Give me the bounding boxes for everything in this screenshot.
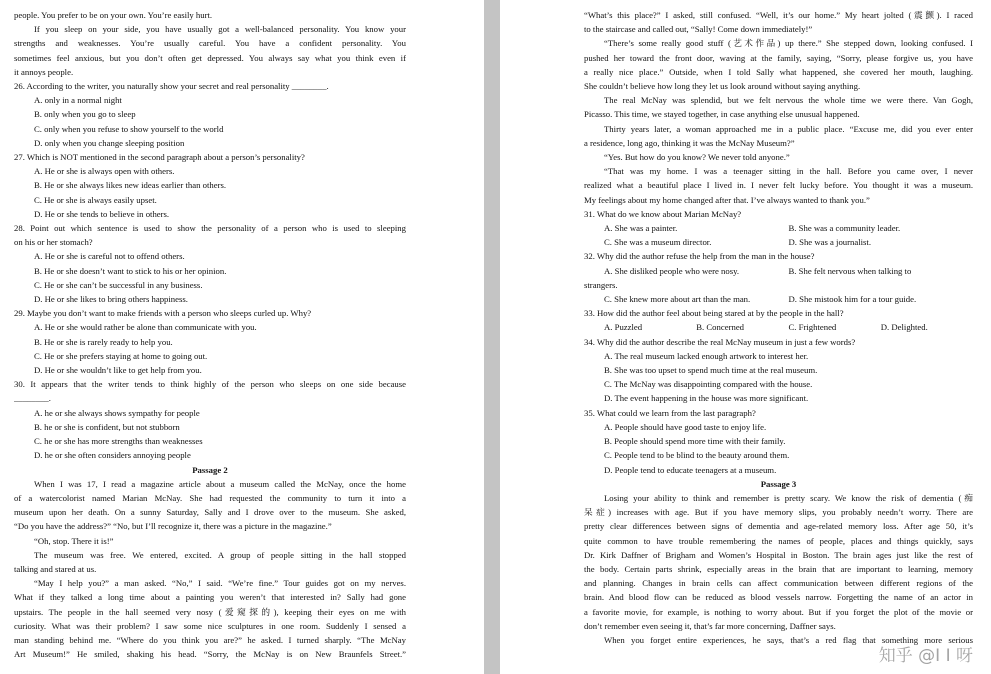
text-line: 29. Maybe you don’t want to make friends with a person who sleeps curled up. Why?: [14, 308, 312, 319]
text-line: pushed her toward the front door, waving at the family, saying, “Sorry, please forgive us, you have: [584, 52, 973, 63]
text-line: Picasso. This time, we stayed together, in case anything else unusual happened.: [584, 109, 860, 120]
text-line: “May I help you?” a man asked. “No,” I said. “We’re fine.” Tour guides got on my nerves.: [34, 578, 406, 589]
text-line: strangers.: [584, 279, 618, 290]
text-line: “Yes. But how do you know? We never told anyone.”: [604, 152, 790, 163]
text-line: She couldn’t believe how long they let us look around without saying anything.: [584, 81, 861, 92]
text-line: to the staircase and called out, “Sally! Come down immediately!”: [584, 24, 813, 35]
text-line: B. only when you go to sleep: [34, 109, 136, 120]
text-line: don’t remember even seeing it, that’s far more concerning, Daffner says.: [584, 620, 836, 631]
text-line: The museum was free. We entered, excited. A group of people sitting in the hall stopped: [34, 549, 406, 560]
text-line: 27. Which is NOT mentioned in the second paragraph about a person’s personality?: [14, 152, 305, 163]
text-line: B. She was too upset to spend much time at the real museum.: [604, 365, 818, 376]
option-text: D. She was a journalist.: [788, 237, 872, 248]
option-text: C. Frightened: [788, 322, 837, 333]
option-text: D. Delighted.: [880, 322, 928, 333]
text-line: C. The McNay was disappointing compared with the house.: [604, 379, 813, 390]
text-line: [584, 292, 973, 306]
text-line: quite common to have trouble remembering the names of people, places and things quickly, says: [584, 535, 973, 546]
text-line: B. he or she is confident, but not stubborn: [34, 421, 180, 432]
text-line: a residence, long ago, thinking it was the McNay Museum?”: [584, 137, 795, 148]
text-line: [584, 235, 973, 249]
right-page: [500, 0, 991, 674]
text-line: curiosity. What was their problem? I saw some nice sculptures in one room. Suddenly I sensed a: [14, 620, 406, 631]
text-line: B. He or she always likes new ideas earlier than others.: [34, 180, 227, 191]
text-line: Losing your ability to think and remember is pretty scary. We know the risk of dementia (痴: [604, 492, 973, 503]
text-line: B. He or she doesn’t want to stick to his or her opinion.: [34, 265, 227, 276]
text-line: C. He or she can’t be successful in any business.: [34, 279, 203, 290]
text-line: When you forget entire experiences, he says, that’s a red flag that something more serious: [604, 634, 973, 645]
text-line: C. He or she prefers staying at home to going out.: [34, 350, 208, 361]
option-text: A. She disliked people who were nosy.: [604, 265, 740, 276]
text-line: C. People tend to be blind to the beauty around them.: [604, 450, 790, 461]
text-line: “Do you have the address?” “No, but I’ll recognize it, there was a picture in the magazine.”: [14, 521, 332, 532]
left-page: [0, 0, 484, 674]
text-line: and planning. Changes in brain cells can affect communication between different regions of the: [584, 578, 973, 589]
text-line: the body. Certain parts shrink, especially areas in the brain that are important to learning, memory: [584, 563, 973, 574]
text-line: “What’s this place?” I asked, still confused. “Well, it’s our home.” My heart jolted (震颤). I raced: [584, 10, 973, 20]
text-line: A. People should have good taste to enjoy life.: [604, 421, 767, 432]
option-text: A. Puzzled: [604, 322, 643, 333]
text-line: The real McNay was splendid, but we felt nervous the whole time we were there. Van Gogh,: [604, 95, 973, 106]
text-line: 34. Why did the author describe the real McNay museum in just a few words?: [584, 336, 856, 347]
text-line: If you sleep on your side, you have usually got a well-balanced personality. You know your: [34, 24, 406, 35]
text-line: upstairs. The people in the hall seemed very nosy (爱窥探的), keeping their eyes on me with: [14, 606, 406, 617]
option-text: B. She was a community leader.: [788, 223, 901, 234]
text-line: 32. Why did the author refuse the help from the man in the house?: [584, 251, 815, 262]
text-line: 33. How did the author feel about being stared at by the people in the hall?: [584, 308, 844, 319]
option-text: C. She knew more about art than the man.: [604, 294, 751, 305]
text-line: B. People should spend more time with their family.: [604, 436, 786, 447]
text-line: “There’s some really good stuff (艺术作品) up there.” She stepped down, looking confused. I: [604, 38, 973, 49]
text-line: sometimes feel anxious, but you don’t often get depressed. You always say what you think even if: [14, 52, 406, 63]
option-text: D. She mistook him for a tour guide.: [788, 294, 917, 305]
text-line: Passage 2: [192, 464, 228, 475]
text-line: A. He or she would rather be alone than communicate with you.: [34, 322, 257, 333]
text-line: strengths and weaknesses. You’re usually careful. You have a confident personality. You: [14, 38, 406, 49]
text-line: My feelings about my home changed after that. I’ve always wanted to thank you.”: [584, 194, 870, 205]
text-line: Dr. Kirk Daffner of Brigham and Women’s Hospital in Boston. The brain ages just like the rest of: [584, 549, 973, 560]
text-line: a favorite movie, for example, is nothing to worry about. But if you forget the plot of the movie or: [584, 606, 973, 617]
text-line: 28. Point out which sentence is used to show the personality of a person who is used to sleeping: [14, 223, 406, 234]
text-line: pretty clear differences between signs of dementia and age-related memory loss. After age 50, it’s: [584, 521, 973, 532]
text-line: D. He or she wouldn’t like to get help from you.: [34, 365, 202, 376]
page-gutter: [484, 0, 500, 674]
text-line: D. He or she likes to bring others happiness.: [34, 294, 188, 305]
text-line: C. only when you refuse to show yourself to the world: [34, 123, 224, 134]
text-line: 35. What could we learn from the last paragraph?: [584, 407, 756, 418]
text-line: Thirty years later, a woman approached me in a public place. “Excuse me, did you ever enter: [604, 123, 973, 134]
text-line: ________.: [14, 393, 51, 404]
text-line: D. only when you change sleeping position: [34, 137, 185, 148]
text-line: What if they talked a long time about a painting you weren’t that interested in? Sally had gone: [14, 592, 406, 603]
text-line: 31. What do we know about Marian McNay?: [584, 208, 742, 219]
text-line: “That was my home. I was a teenager sitting in the hall. Before you came over, I never: [604, 166, 973, 177]
text-line: Art Museum!” He smiled, shaking his head. “Sorry, the McNay is on New Braunfels Street.”: [14, 649, 406, 660]
text-line: Passage 3: [760, 478, 797, 489]
text-line: [584, 320, 973, 334]
option-text: A. She was a painter.: [604, 223, 678, 234]
text-line: [584, 221, 973, 235]
text-line: D. People tend to educate teenagers at a museum.: [604, 464, 777, 475]
text-line: a really nice place.” Outside, when I told Sally what happened, she covered her mouth, laughing.: [584, 66, 973, 77]
text-line: A. He or she is always open with others.: [34, 166, 175, 177]
text-line: man standing behind me. “Where do you think you are?” he asked. I turned sharply. “The McNay: [14, 634, 406, 645]
text-line: B. He or she is rarely ready to help you.: [34, 336, 173, 347]
text-line: A. only in a normal night: [34, 95, 122, 106]
text-line: realized what a beautiful place I lived in. I never felt lucky before. You thought it was a museum.: [584, 180, 973, 191]
text-line: D. He or she tends to believe in others.: [34, 208, 170, 219]
text-line: D. he or she often considers annoying people: [34, 450, 191, 461]
text-line: C. He or she is always easily upset.: [34, 194, 157, 205]
option-text: C. She was a museum director.: [604, 237, 712, 248]
text-line: [584, 264, 973, 278]
text-line: 26. According to the writer, you naturally show your secret and real personality ________.: [14, 81, 329, 92]
text-line: it annoys people.: [14, 66, 74, 77]
text-line: brain. And blood flow can be reduced as blood vessels narrow. Forgetting the name of an actor in: [584, 592, 973, 603]
text-line: A. he or she always shows sympathy for people: [34, 407, 200, 418]
text-line: D. The event happening in the house was more significant.: [604, 393, 809, 404]
watermark: 知乎 @I I 呀: [878, 646, 973, 666]
text-line: people. You prefer to be on your own. You’re easily hurt.: [14, 10, 213, 20]
text-line: 呆症) increases with age. But if you have memory slips, you probably needn’t worry. There are: [584, 507, 973, 518]
text-line: talking and stared at us.: [14, 563, 97, 574]
text-line: When I was 17, I read a magazine article about a museum called the McNay, once the home: [34, 478, 406, 489]
option-text: B. She felt nervous when talking to: [788, 265, 912, 276]
text-line: “Oh, stop. There it is!”: [34, 535, 114, 546]
text-line: of a watercolorist named Marian McNay. She had requested the community to turn it into a: [14, 492, 406, 503]
text-line: 30. It appears that the writer tends to think highly of the person who sleeps on one side because: [14, 379, 406, 390]
text-line: C. he or she has more strengths than weaknesses: [34, 436, 203, 447]
text-line: A. The real museum lacked enough artwork to interest her.: [604, 350, 809, 361]
text-line: A. He or she is careful not to offend others.: [34, 251, 185, 262]
text-line: on his or her stomach?: [14, 237, 93, 248]
option-text: B. Concerned: [696, 322, 745, 333]
text-line: museum upon her death. On a sunny Saturday, Sally and I drove over to the museum. She asked,: [14, 507, 406, 518]
